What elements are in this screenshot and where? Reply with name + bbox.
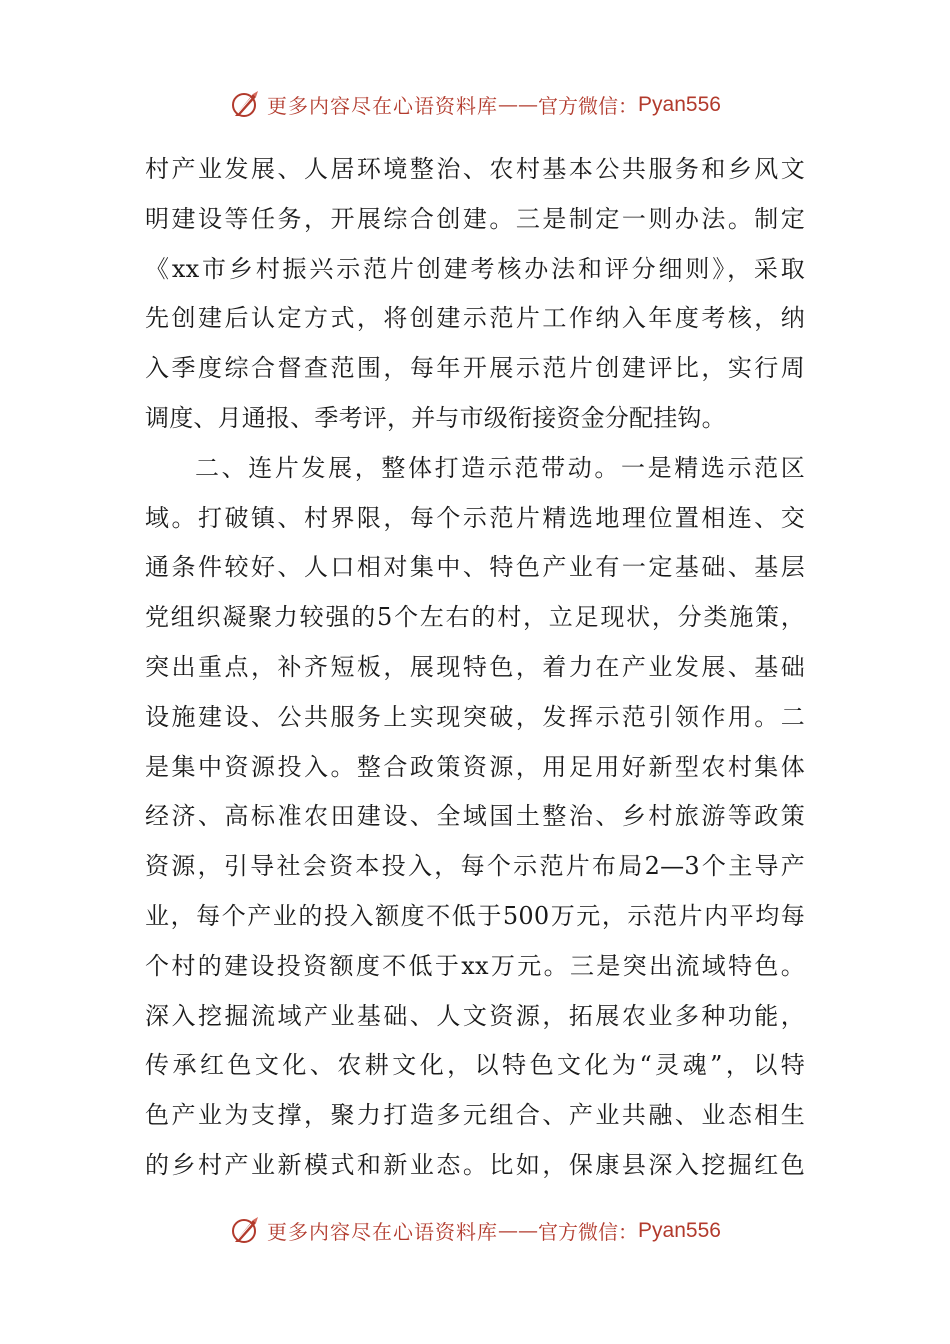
- text-line: 入季度综合督查范围，每年开展示范片创建评比，实行周: [145, 354, 805, 383]
- text-line: 《xx市乡村振兴示范片创建考核办法和评分细则》，采取: [145, 254, 805, 283]
- text-line: 经济、高标准农田建设、全域国土整治、乡村旅游等政策: [145, 802, 805, 831]
- footer-contact-label: 官方微信：: [538, 1219, 639, 1244]
- footer-separator: ——: [498, 1218, 539, 1242]
- pen-feather-logo-icon: [229, 88, 261, 120]
- text-line: 个村的建设投资额度不低于xx万元。三是突出流域特色。: [145, 951, 805, 980]
- text-line: 业，每个产业的投入额度不低于500万元，示范片内平均每: [145, 901, 805, 930]
- text-line: 突出重点，补齐短板，展现特色，着力在产业发展、基础: [145, 652, 805, 681]
- text-line: 党组织凝聚力较强的5个左右的村，立足现状，分类施策，: [145, 603, 805, 632]
- text-line: 资源，引导社会资本投入，每个示范片布局2—3个主导产: [145, 852, 805, 881]
- text-line: 传承红色文化、农耕文化，以特色文化为“灵魂”，以特: [145, 1051, 805, 1080]
- header-contact-label: 官方微信：: [538, 93, 639, 118]
- text-line: 调度、月通报、季考评，并与市级衔接资金分配挂钩。: [145, 403, 726, 432]
- footer-contact-handle: Pyan556: [638, 1218, 721, 1242]
- header-banner: [0, 84, 950, 124]
- text-line: 的乡村产业新模式和新业态。比如，保康县深入挖掘红色: [145, 1150, 805, 1179]
- footer-slogan: 更多内容尽在心语资料库: [267, 1219, 499, 1244]
- text-line: 色产业为支撑，聚力打造多元组合、产业共融、业态相生: [145, 1101, 805, 1130]
- text-line: 域。打破镇、村界限，每个示范片精选地理位置相连、交: [145, 503, 805, 532]
- text-line: 深入挖掘流域产业基础、人文资源，拓展农业多种功能，: [145, 1001, 805, 1030]
- pen-feather-logo-icon: [229, 1214, 261, 1246]
- header-slogan: 更多内容尽在心语资料库: [267, 93, 499, 118]
- text-line-section-heading: 二、连片发展，整体打造示范带动。一是精选示范区: [195, 453, 805, 482]
- footer-banner: [0, 1210, 950, 1250]
- header-contact-handle: Pyan556: [638, 92, 721, 116]
- text-line: 明建设等任务，开展综合创建。三是制定一则办法。制定: [145, 204, 805, 233]
- body-text: [145, 145, 805, 1191]
- text-line: 通条件较好、人口相对集中、特色产业有一定基础、基层: [145, 553, 805, 582]
- text-line: 村产业发展、人居环境整治、农村基本公共服务和乡风文: [145, 155, 805, 183]
- header-separator: ——: [498, 92, 539, 116]
- text-line: 是集中资源投入。整合政策资源，用足用好新型农村集体: [145, 752, 805, 781]
- text-line: 先创建后认定方式，将创建示范片工作纳入年度考核，纳: [145, 304, 805, 333]
- text-line: 设施建设、公共服务上实现突破，发挥示范引领作用。二: [145, 702, 805, 731]
